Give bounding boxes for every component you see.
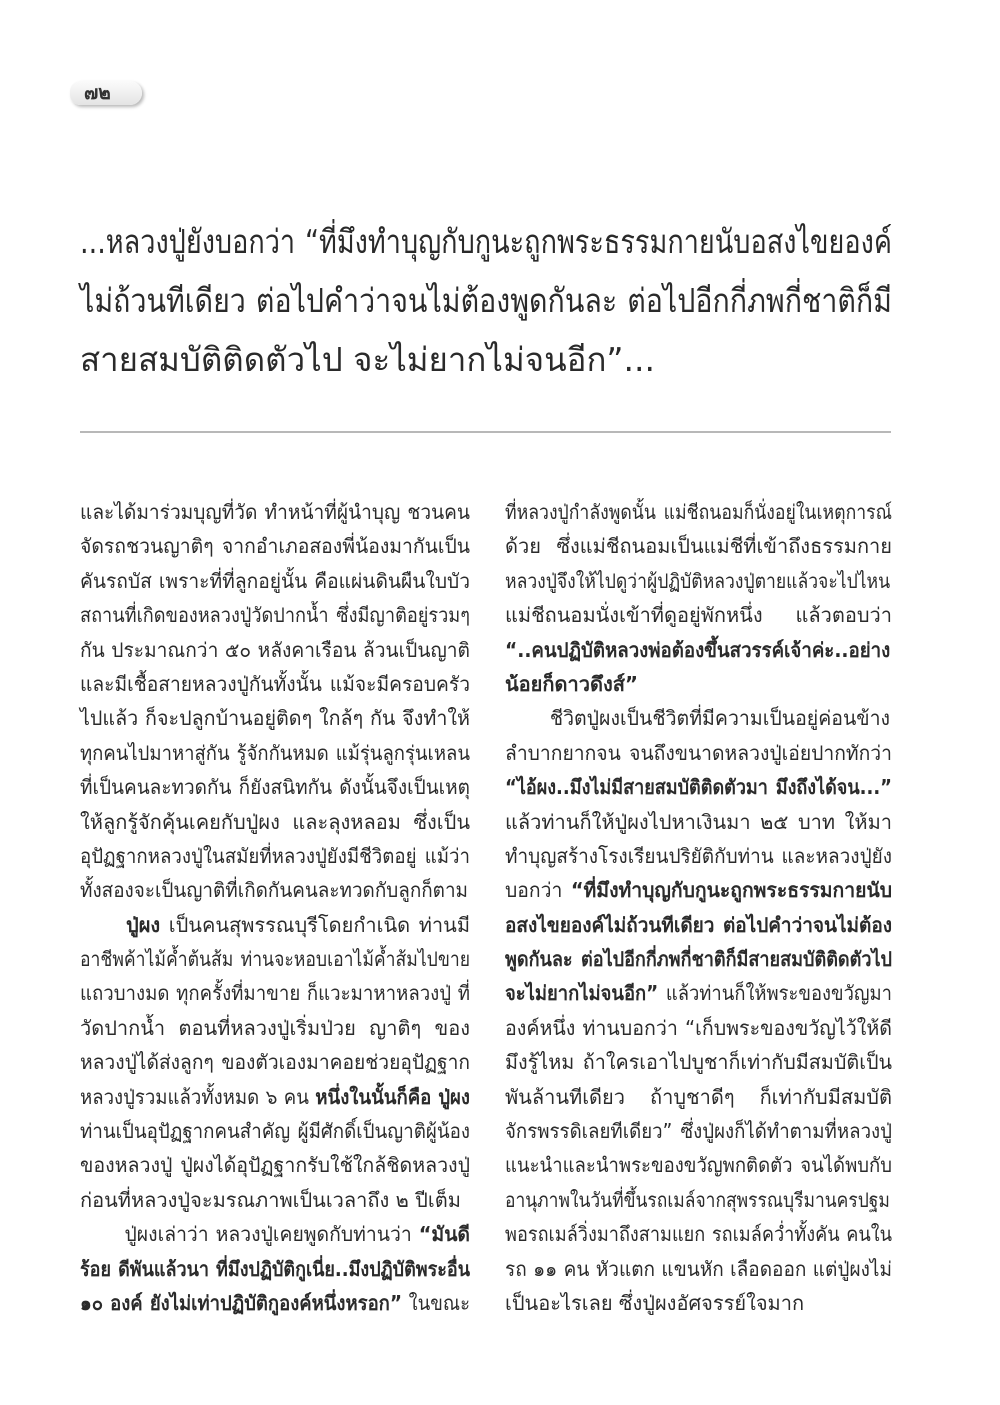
pull-quote-line: สายสมบัติติดตัวไป จะไม่ยากไม่จนอีก”... <box>80 340 656 379</box>
text-segment: คันรถบัส เพราะที่ที่ลูกอยู่นั้น คือแผ่นดินผืนใบบัว <box>80 568 470 593</box>
text-segment: ไปแล้ว ก็จะปลูกบ้านอยู่ติดๆ ใกล้ๆ กัน จึงทำให้ <box>80 706 470 731</box>
text-line <box>80 942 470 976</box>
divider <box>80 431 891 433</box>
emphasis-text: “ที่มึงทำบุญกับกูนะถูกพระธรรมกายนับ <box>570 878 892 903</box>
text-line <box>505 1252 892 1286</box>
text-segment: ชีวิตปู่ผงเป็นชีวิตที่มีความเป็นอยู่ค่อนข้าง <box>549 706 891 731</box>
text-line <box>505 1217 892 1251</box>
text-line <box>80 736 470 770</box>
text-line <box>505 1011 892 1045</box>
text-line <box>505 1286 892 1320</box>
text-line <box>80 1114 470 1148</box>
text-line <box>80 1286 470 1320</box>
emphasis-text: “ไอ้ผง..มึงไม่มีสายสมบัติติดตัวมา มึงถึงได้จน...” <box>505 775 892 800</box>
emphasis-text: “มันดี <box>418 1222 470 1247</box>
text-segment: องค์หนึ่ง ท่านบอกว่า “เก็บพระของขวัญไว้ให้ดี <box>505 1015 892 1040</box>
text-segment: สถานที่เกิดของหลวงปู่วัดปากน้ำ ซึ่งมีญาติอยู่รวมๆ <box>80 603 470 628</box>
text-segment: และได้มาร่วมบุญที่วัด ทำหน้าที่ผู้นำบุญ ชวนคน <box>80 500 470 524</box>
right-column <box>505 495 892 1320</box>
text-segment: อาชีพค้าไม้ค้ำต้นส้ม ท่านจะหอบเอาไม้ค้ำส้มไปขาย <box>80 947 470 972</box>
text-line <box>505 529 892 563</box>
text-segment: ของหลวงปู่ ปู่ผงได้อุปัฏฐากรับใช้ใกล้ชิดหลวงปู่ <box>80 1153 470 1178</box>
text-segment: ในขณะ <box>402 1290 470 1315</box>
text-segment: มึงรู้ไหม ถ้าใครเอาไปบูชาก็เท่ากับมีสมบัติเป็น <box>505 1050 892 1075</box>
text-line <box>80 1148 470 1182</box>
text-segment: แล้วท่านก็ให้ปู่ผงไปหาเงินมา ๒๕ บาท ให้มา <box>505 809 892 834</box>
pull-quote-line: ไม่ถ้วนทีเดียว ต่อไปคำว่าจนไม่ต้องพูดกันละ ต่อไปอีกกี่ภพกี่ชาติก็มี <box>80 281 892 320</box>
emphasis-text: “..คนปฏิบัติหลวงพ่อต้องขึ้นสวรรค์เจ้าค่ะ..อย่าง <box>505 637 891 662</box>
emphasis-text: ปู่ผง <box>126 912 161 937</box>
text-line <box>80 1217 470 1251</box>
text-segment: แล้วท่านก็ให้พระของขวัญมา <box>658 981 892 1006</box>
text-line <box>505 1080 892 1114</box>
text-segment: หลวงปู่รวมแล้วทั้งหมด ๖ คน <box>80 1084 316 1109</box>
text-segment: เป็นอะไรเลย ซึ่งปู่ผงอัศจรรย์ใจมาก <box>505 1290 805 1315</box>
emphasis-text: อสงไขยองค์ไม่ถ้วนทีเดียว ต่อไปคำว่าจนไม่ต้อง <box>505 912 892 937</box>
text-segment: ทั้งสองจะเป็นญาติที่เกิดกันคนละทวดกับลูกก็ตาม <box>80 878 469 903</box>
text-line <box>80 701 470 735</box>
text-line <box>80 564 470 598</box>
text-line <box>505 839 892 873</box>
text-line <box>80 667 470 701</box>
text-segment: จัดรถชวนญาติๆ จากอำเภอสองพี่น้องมากันเป็น <box>80 534 470 559</box>
emphasis-text: ๑๐ องค์ ยังไม่เท่าปฏิบัติกูองค์หนึ่งหรอก” <box>80 1290 403 1315</box>
text-line <box>80 495 470 529</box>
text-segment: พอรถเมล์วิ่งมาถึงสามแยก รถเมล์คว่ำทั้งคัน คนใน <box>505 1222 892 1247</box>
text-line <box>80 770 470 804</box>
text-line <box>505 495 892 529</box>
emphasis-text: ร้อย ดีพันแล้วนา ที่มึงปฏิบัติกูเนี่ย..มึงปฏิบัติพระอื่น <box>80 1256 470 1281</box>
page-number-tab <box>70 81 142 105</box>
text-line <box>505 873 892 907</box>
text-segment: อุปัฏฐากหลวงปู่ในสมัยที่หลวงปู่ยังมีชีวิตอยู่ แม้ว่า <box>80 843 470 868</box>
text-line <box>80 805 470 839</box>
text-segment: วัดปากน้ำ ตอนที่หลวงปู่เริ่มป่วย ญาติๆ ของ <box>80 1015 470 1040</box>
text-segment: พันล้านทีเดียว ถ้าบูชาดีๆ ก็เท่ากับมีสมบัติ <box>505 1084 892 1109</box>
text-line <box>505 564 892 598</box>
page-number: ๗๒ <box>84 82 111 104</box>
text-line <box>80 839 470 873</box>
text-segment: ลำบากยากจน จนถึงขนาดหลวงปู่เอ่ยปากทักว่า <box>505 740 892 765</box>
emphasis-text: น้อยก็ดาวดึงส์” <box>505 671 639 696</box>
text-segment: แม่ชีถนอมนั่งเข้าที่ดูอยู่พักหนึ่ง แล้วตอบว่า <box>505 603 892 628</box>
text-line <box>505 701 892 735</box>
text-line <box>505 1045 892 1079</box>
text-segment: ท่านเป็นอุปัฏฐากคนสำคัญ ผู้มีศักดิ์เป็นญาติผู้น้อง <box>80 1119 470 1144</box>
text-line <box>505 633 892 667</box>
text-segment: หลวงปู่จึงให้ไปดูว่าผู้ปฏิบัติหลวงปู่ตายแล้วจะไปไหน <box>505 568 891 593</box>
text-line <box>80 598 470 632</box>
emphasis-text: จะไม่ยากไม่จนอีก” <box>505 981 659 1006</box>
text-segment: ที่หลวงปู่กำลังพูดนั้น แม่ชีถนอมก็นั่งอยู่ในเหตุการณ์ <box>505 500 892 524</box>
text-segment: ด้วย ซึ่งแม่ชีถนอมเป็นแม่ชีที่เข้าถึงธรรมกาย <box>505 534 892 559</box>
text-line <box>80 633 470 667</box>
text-line <box>505 770 892 804</box>
text-segment: จักรพรรดิเลยทีเดียว” ซึ่งปู่ผงก็ได้ทำตามที่หลวงปู่ <box>505 1119 892 1144</box>
text-segment: แนะนำและนำพระของขวัญพกติดตัว จนได้พบกับ <box>505 1153 892 1178</box>
text-segment: ก่อนที่หลวงปู่จะมรณภาพเป็นเวลาถึง ๒ ปีเต็ม <box>80 1187 461 1212</box>
text-segment: ทำบุญสร้างโรงเรียนปริยัติกับท่าน และหลวงปู่ยัง <box>505 843 892 868</box>
text-line <box>505 908 892 942</box>
text-line <box>505 805 892 839</box>
emphasis-text: พูดกันละ ต่อไปอีกกี่ภพกี่ชาติก็มีสายสมบัติติดตัวไป <box>505 947 892 972</box>
text-line <box>505 736 892 770</box>
text-line <box>505 598 892 632</box>
text-line <box>505 667 892 701</box>
text-line <box>80 908 470 942</box>
text-line <box>80 1183 470 1217</box>
text-segment: บอกว่า <box>505 878 571 903</box>
text-segment: ให้ลูกรู้จักคุ้นเคยกับปู่ผง และลุงหลอม ซึ่งเป็น <box>80 809 470 834</box>
text-segment: หลวงปู่ได้ส่งลูกๆ ของตัวเองมาคอยช่วยอุปัฏฐาก <box>80 1050 470 1075</box>
text-line <box>80 873 470 907</box>
text-segment: เป็นคนสุพรรณบุรีโดยกำเนิด ท่านมี <box>160 912 470 937</box>
text-segment: รถ ๑๑ คน หัวแตก แขนหัก เลือดออก แต่ปู่ผงไม่ <box>505 1256 892 1281</box>
text-segment: ปู่ผงเล่าว่า หลวงปู่เคยพูดกับท่านว่า <box>124 1222 419 1247</box>
text-segment: กัน ประมาณกว่า ๕๐ หลังคาเรือน ล้วนเป็นญาติ <box>80 637 470 662</box>
text-line <box>80 1011 470 1045</box>
text-line <box>80 1045 470 1079</box>
text-segment: ทุกคนไปมาหาสู่กัน รู้จักกันหมด แม้รุ่นลูกรุ่นเหลน <box>80 740 470 765</box>
text-segment: ที่เป็นคนละทวดกัน ก็ยังสนิทกัน ดังนั้นจึงเป็นเหตุ <box>80 775 470 800</box>
text-line <box>505 1114 892 1148</box>
left-column <box>80 495 470 1320</box>
text-line <box>505 1183 892 1217</box>
text-line <box>80 529 470 563</box>
pull-quote-line: ...หลวงปู่ยังบอกว่า “ที่มึงทำบุญกับกูนะถูกพระธรรมกายนับอสงไขยองค์ <box>80 222 892 261</box>
text-segment: แถวบางมด ทุกครั้งที่มาขาย ก็แวะมาหาหลวงปู่ ที่ <box>80 981 470 1006</box>
text-segment: และมีเชื้อสายหลวงปู่กันทั้งนั้น แม้จะมีครอบครัว <box>80 671 470 696</box>
text-line <box>505 1148 892 1182</box>
text-line <box>505 976 892 1010</box>
pull-quote <box>80 212 892 389</box>
emphasis-text: หนึ่งในนั้นก็คือ ปู่ผง <box>315 1084 470 1109</box>
text-line <box>80 1252 470 1286</box>
text-segment: อานุภาพในวันที่ขึ้นรถเมล์จากสุพรรณบุรีมานครปฐม <box>505 1187 890 1212</box>
text-line <box>505 942 892 976</box>
text-line <box>80 1080 470 1114</box>
text-line <box>80 976 470 1010</box>
